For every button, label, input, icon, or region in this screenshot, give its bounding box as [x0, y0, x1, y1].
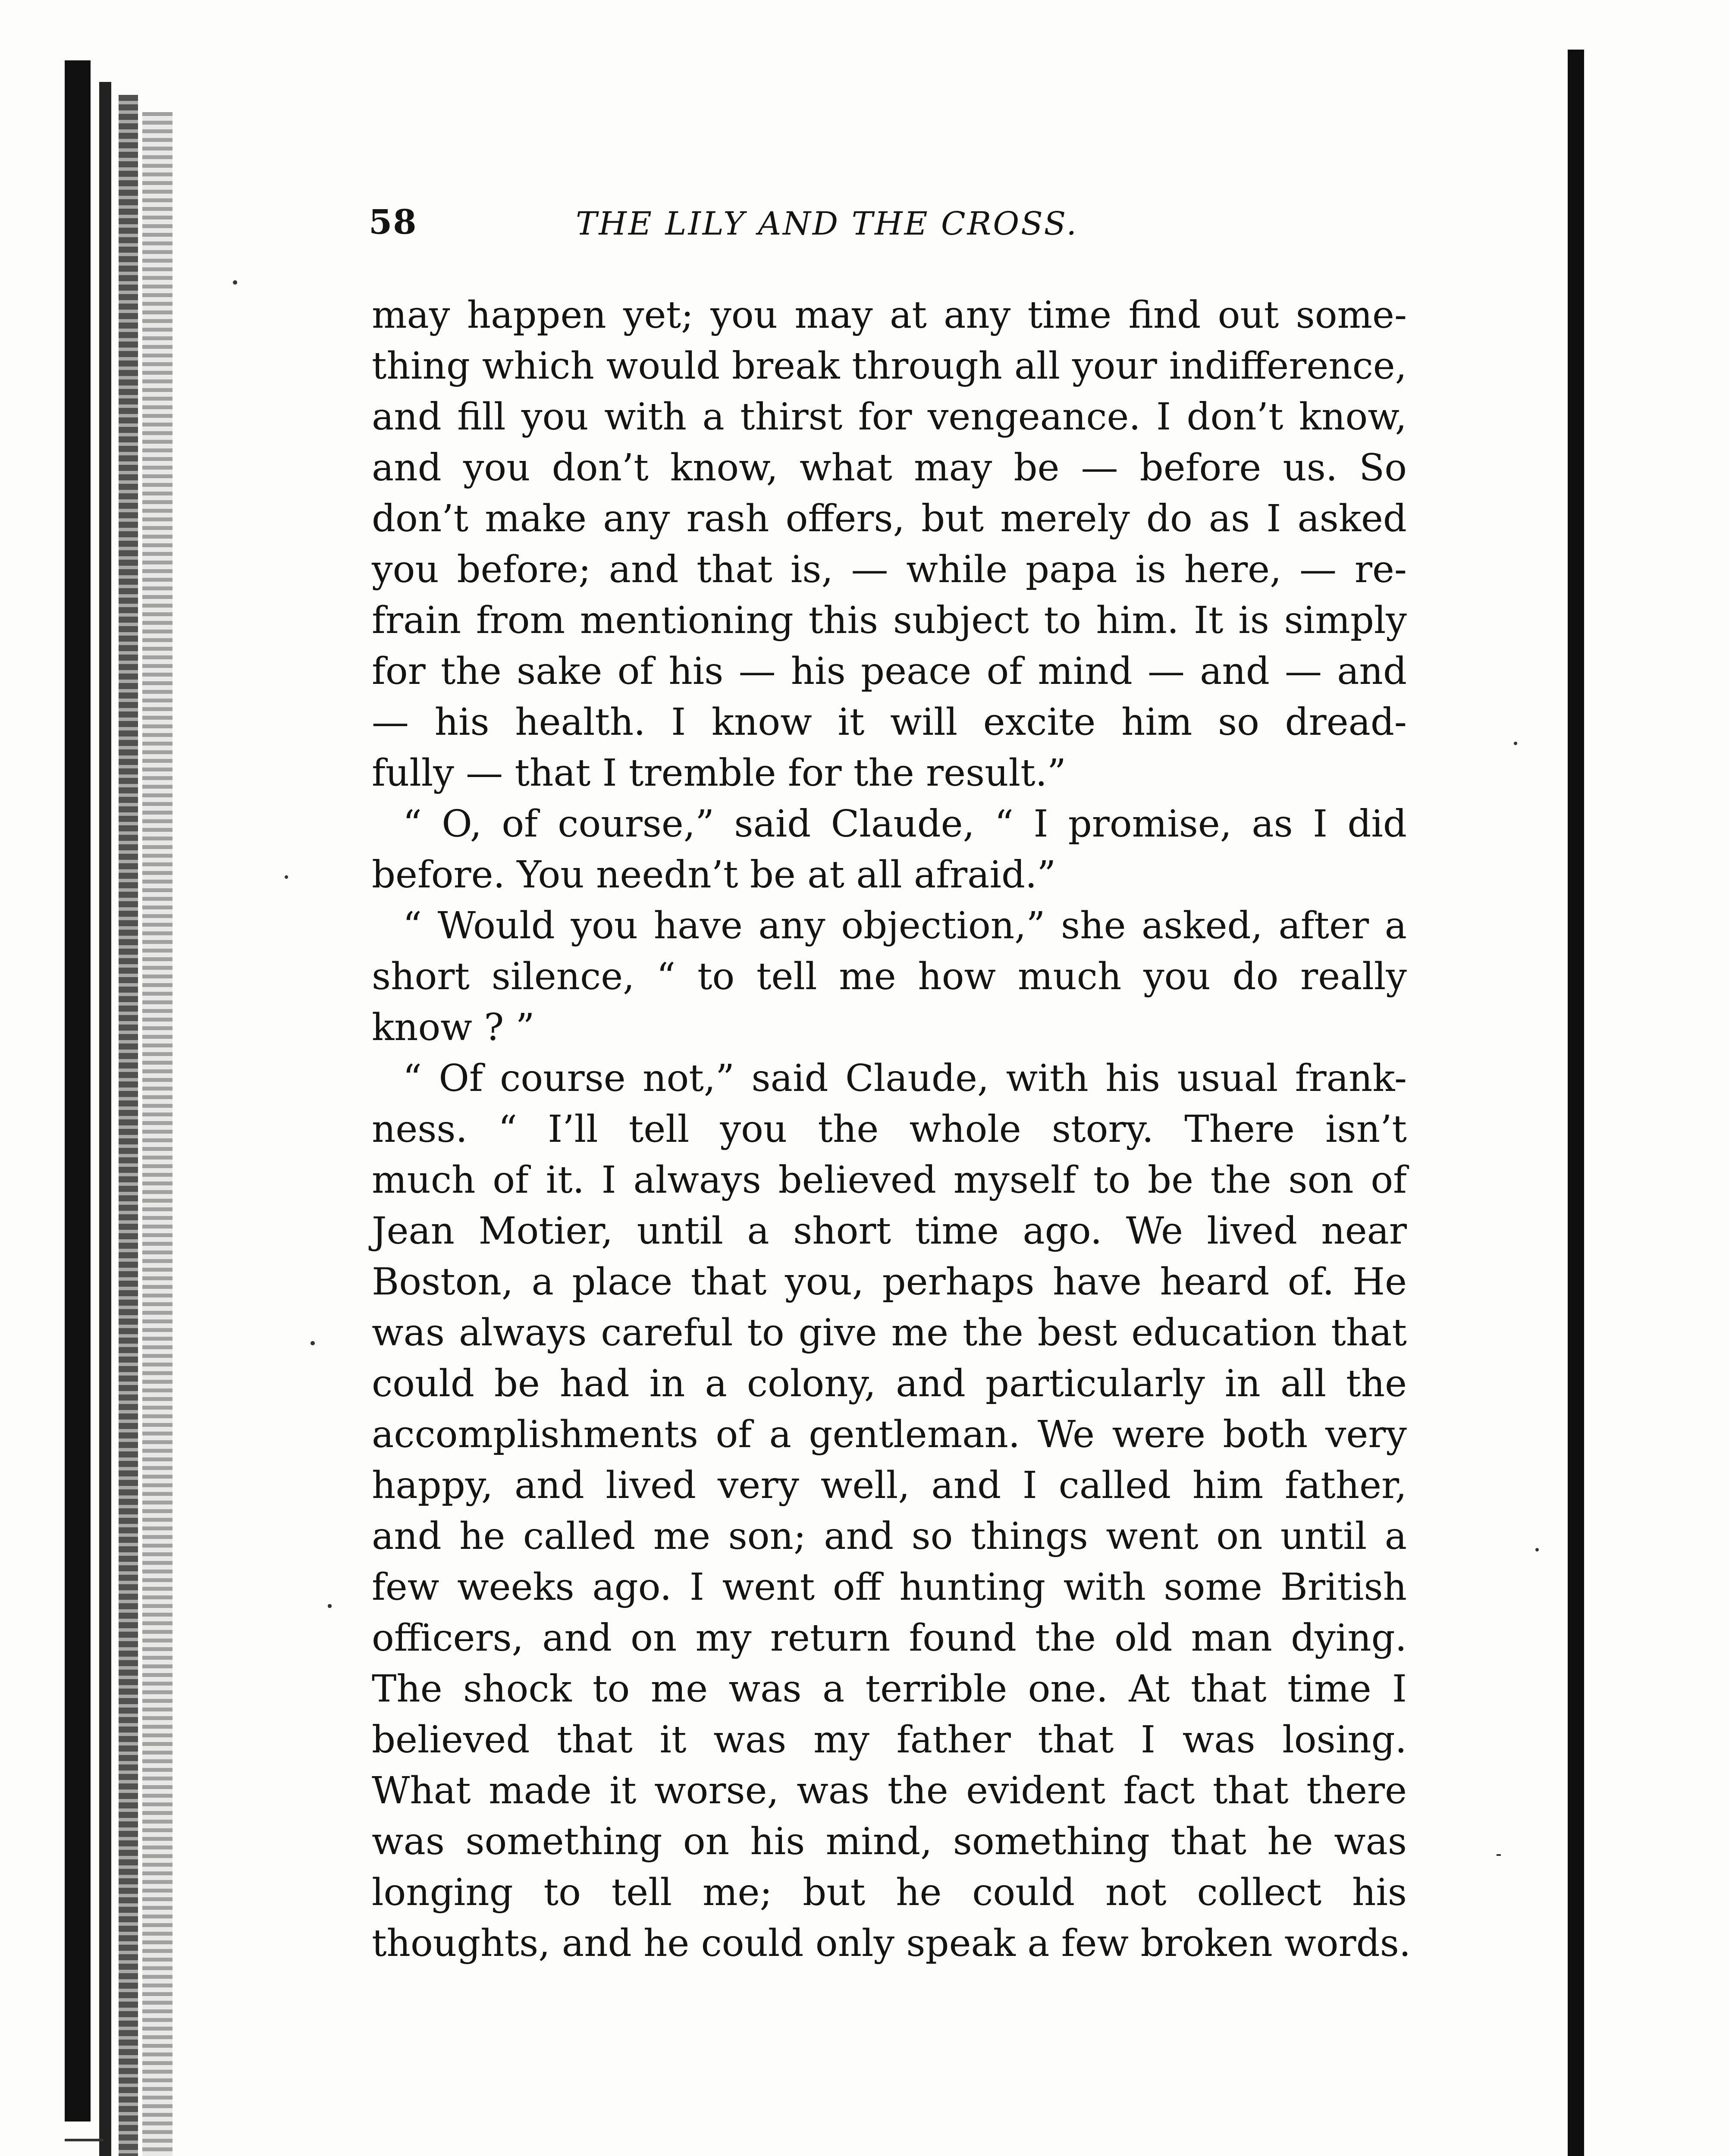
running-title: THE LILY AND THE CROSS. — [576, 205, 1079, 242]
text-line: and fill you with a thirst for vengeance. I don’t know, — [372, 395, 1407, 439]
text-line: was something on his mind, something that he was — [372, 1820, 1407, 1863]
margin-speck — [311, 1341, 315, 1345]
text-line: and he called me son; and so things went on until a — [372, 1515, 1407, 1558]
text-line: and you don’t know, what may be — before us. So — [372, 446, 1407, 489]
text-line: Boston, a place that you, perhaps have heard of. He — [372, 1260, 1407, 1304]
text-line: was always careful to give me the best education that — [372, 1311, 1407, 1354]
text-line: ness. “ I’ll tell you the whole story. There isn’t — [372, 1108, 1407, 1151]
text-line: you before; and that is, — while papa is here, — re- — [372, 548, 1407, 591]
page-number: 58 — [369, 203, 417, 242]
text-line: may happen yet; you may at any time find out some- — [372, 294, 1407, 337]
margin-speck — [285, 875, 288, 879]
text-line: could be had in a colony, and particularly in all the — [372, 1362, 1407, 1405]
text-line: fully — that I tremble for the result.” — [372, 752, 1066, 795]
margin-speck — [1535, 1548, 1539, 1551]
binding-edge-left-inner — [99, 82, 111, 2156]
text-line: short silence, “ to tell me how much you do really — [372, 955, 1407, 998]
text-line: — his health. I know it will excite him so dread- — [372, 701, 1407, 744]
text-line: before. You needn’t be at all afraid.” — [372, 853, 1056, 896]
text-line: few weeks ago. I went off hunting with some British — [372, 1566, 1407, 1609]
text-line: thoughts, and he could only speak a few broken words. — [372, 1922, 1411, 1965]
binding-edge-left — [65, 60, 91, 2122]
text-line: longing to tell me; but he could not collect his — [372, 1871, 1407, 1914]
text-line: The shock to me was a terrible one. At that time I — [372, 1667, 1407, 1711]
margin-speck — [65, 2139, 104, 2141]
text-line: “ Would you have any objection,” she asked, after a — [403, 904, 1407, 947]
text-line: Jean Motier, until a short time ago. We lived near — [372, 1210, 1407, 1253]
text-line: thing which would break through all your indifference, — [372, 345, 1407, 388]
text-line: accomplishments of a gentleman. We were both very — [372, 1413, 1407, 1456]
body-text — [372, 290, 1411, 1969]
text-line: much of it. I always believed myself to be the son of — [372, 1159, 1407, 1202]
binding-edge-left-texture — [119, 95, 138, 2156]
text-line: frain from mentioning this subject to him. It is simply — [372, 599, 1407, 642]
page-header — [369, 203, 1404, 254]
text-line: know ? ” — [372, 1006, 535, 1049]
margin-speck — [1497, 1854, 1501, 1856]
margin-speck — [1514, 742, 1517, 745]
text-line: for the sake of his — his peace of mind — and — and — [372, 650, 1407, 693]
text-line: “ O, of course,” said Claude, “ I promise, as I did — [403, 802, 1407, 846]
text-line: don’t make any rash offers, but merely do as I asked — [372, 497, 1407, 540]
margin-speck — [328, 1604, 332, 1608]
text-line: officers, and on my return found the old man dying. — [372, 1617, 1407, 1660]
text-line: What made it worse, was the evident fact that there — [372, 1769, 1407, 1812]
text-line: “ Of course not,” said Claude, with his usual frank- — [403, 1057, 1407, 1100]
binding-edge-right — [1568, 50, 1584, 2156]
binding-edge-left-shadow — [142, 112, 173, 2156]
text-line: believed that it was my father that I was losing. — [372, 1718, 1407, 1761]
text-line: happy, and lived very well, and I called him father, — [372, 1464, 1407, 1507]
margin-speck — [233, 280, 237, 285]
